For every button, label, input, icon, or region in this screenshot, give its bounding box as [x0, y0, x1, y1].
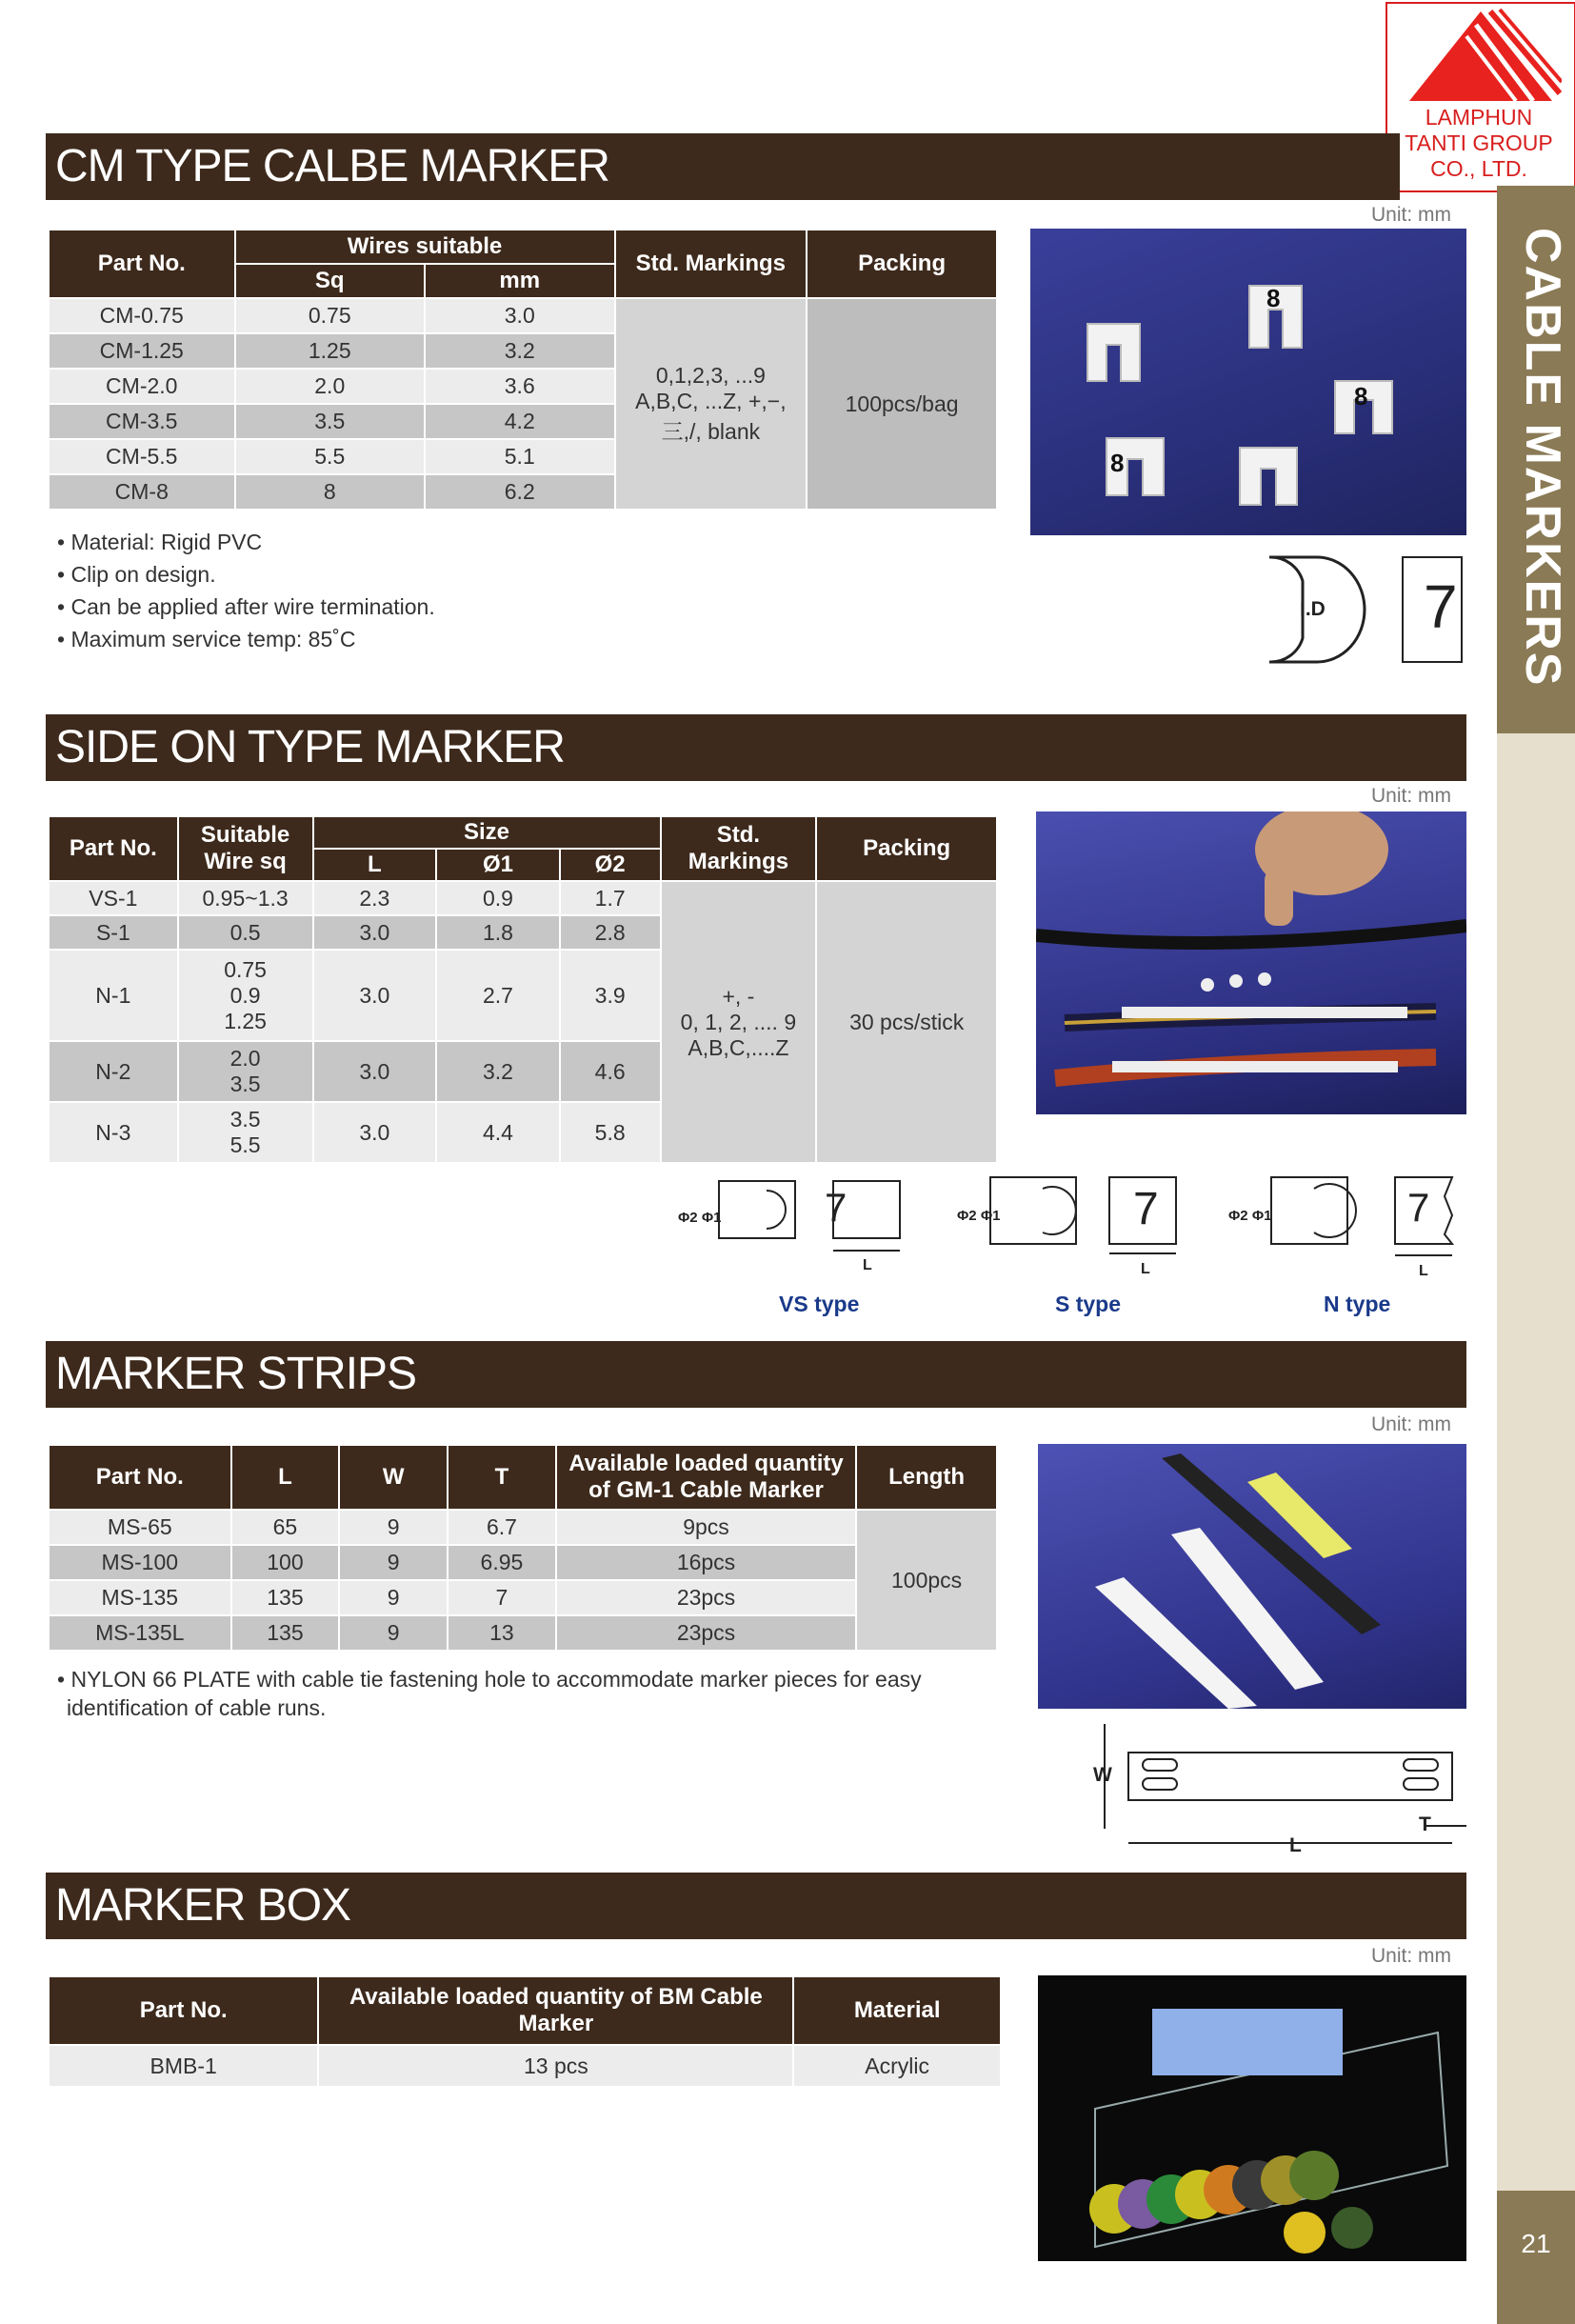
svg-text:8: 8: [1110, 449, 1125, 477]
s-type-label: S type: [1055, 1292, 1122, 1316]
col-wires-suitable: Wires suitable: [235, 230, 615, 264]
section-title-strips: MARKER STRIPS: [46, 1341, 1466, 1408]
vs-type-label: VS type: [779, 1292, 860, 1316]
cell-part: N-3: [49, 1102, 178, 1163]
cell-qty: 23pcs: [556, 1615, 856, 1651]
svg-text:8: 8: [1354, 382, 1368, 411]
sidebar-strip: [1497, 733, 1575, 2191]
cm-digit-sample: 7: [1424, 572, 1458, 641]
cell-l: 65: [231, 1510, 340, 1545]
cell-w: 9: [339, 1545, 448, 1580]
marking-line: 三,/, blank: [661, 418, 761, 444]
cell-part: N-1: [49, 950, 178, 1041]
cell-part: MS-135: [49, 1580, 231, 1615]
cell-part: CM-2.0: [49, 369, 235, 404]
cell-packing: 30 pcs/stick: [816, 881, 997, 1163]
list-item: • Can be applied after wire termination.: [57, 591, 435, 623]
svg-text:8: 8: [1266, 284, 1281, 312]
col-part-no: Part No.: [49, 230, 235, 298]
table-row: [49, 881, 997, 915]
list-item: • Material: Rigid PVC: [57, 526, 435, 558]
cell-packing: 100pcs/bag: [807, 298, 997, 510]
cell-d1: 2.7: [436, 950, 560, 1041]
cell-sq: 2.0: [235, 369, 426, 404]
cell-l: 100: [231, 1545, 340, 1580]
note-line: • NYLON 66 PLATE with cable tie fastening hole to accommodate marker pieces for easy: [57, 1667, 922, 1692]
marking-line: +, -: [722, 983, 755, 1009]
strips-note: [57, 1665, 922, 1722]
note-line: identification of cable runs.: [67, 1695, 327, 1720]
cell-mm: 3.2: [425, 333, 615, 369]
cell-std-markings: [661, 881, 817, 1163]
strips-dimension-diagram: [1086, 1719, 1476, 1862]
box-spec-table: [48, 1975, 1002, 2088]
table-row: [49, 1580, 997, 1615]
cell-length: 100pcs: [856, 1510, 997, 1651]
cell-part: CM-0.75: [49, 298, 235, 333]
col-part-no: Part No.: [49, 1445, 231, 1510]
cell-t: 13: [448, 1615, 556, 1651]
col-length: Length: [856, 1445, 997, 1510]
cell-l: 3.0: [313, 1041, 437, 1102]
table-row: [49, 1545, 997, 1580]
col-w: W: [339, 1445, 448, 1510]
s-phi-labels: Φ2 Φ1: [957, 1208, 1001, 1224]
logo-line-3: CO., LTD.: [1430, 156, 1527, 181]
cell-w: 9: [339, 1615, 448, 1651]
col-qty: Available loaded quantity of GM-1 Cable Marker: [556, 1445, 856, 1510]
strips-t-label: T: [1419, 1813, 1431, 1835]
strips-photo: [1038, 1444, 1466, 1709]
list-item: • Maximum service temp: 85˚C: [57, 623, 435, 655]
cell-mm: 3.6: [425, 369, 615, 404]
cell-part: CM-3.5: [49, 404, 235, 439]
cell-l: 135: [231, 1615, 340, 1651]
cm-marker-photo: [1030, 229, 1466, 535]
cell-mm: 4.2: [425, 404, 615, 439]
cell-wire: 3.5 5.5: [178, 1102, 313, 1163]
col-packing: Packing: [816, 816, 997, 881]
cell-part: CM-5.5: [49, 439, 235, 474]
table-row: [49, 298, 997, 333]
cell-part: CM-8: [49, 474, 235, 510]
n-l-label: L: [1419, 1263, 1428, 1279]
marking-line: A,B,C, ...Z, +,−,: [635, 388, 787, 413]
cell-w: 9: [339, 1580, 448, 1615]
cell-t: 6.95: [448, 1545, 556, 1580]
cell-qty: 23pcs: [556, 1580, 856, 1615]
cell-sq: 5.5: [235, 439, 426, 474]
col-std-markings: Std. Markings: [661, 816, 817, 881]
col-part-no: Part No.: [49, 1976, 318, 2045]
cell-mm: 3.0: [425, 298, 615, 333]
unit-label-box: Unit: mm: [1371, 1945, 1451, 1967]
cell-l: 135: [231, 1580, 340, 1615]
cell-mm: 5.1: [425, 439, 615, 474]
cell-sq: 3.5: [235, 404, 426, 439]
cell-t: 7: [448, 1580, 556, 1615]
cell-qty: 16pcs: [556, 1545, 856, 1580]
col-sq: Sq: [235, 264, 426, 298]
cell-l: 2.3: [313, 881, 437, 915]
side-marker-photo: [1036, 811, 1466, 1114]
cell-d1: 0.9: [436, 881, 560, 915]
id-label: I.D: [1300, 598, 1326, 620]
cell-l: 3.0: [313, 1102, 437, 1163]
marking-line: A,B,C,....Z: [688, 1034, 789, 1060]
cm-features-list: [57, 526, 435, 655]
table-row: [49, 2045, 1001, 2087]
s-l-label: L: [1141, 1261, 1150, 1277]
cell-qty: 9pcs: [556, 1510, 856, 1545]
n-type-label: N type: [1324, 1292, 1391, 1316]
cell-part: N-2: [49, 1041, 178, 1102]
vs-digit-sample: 7: [825, 1185, 847, 1230]
cell-part: MS-65: [49, 1510, 231, 1545]
cm-spec-table: [48, 229, 998, 511]
col-d1: Ø1: [436, 849, 560, 881]
cell-sq: 0.75: [235, 298, 426, 333]
cm-clips-illustration: [1030, 229, 1466, 535]
marking-line: 0, 1, 2, .... 9: [680, 1009, 797, 1034]
unit-label-strips: Unit: mm: [1371, 1413, 1451, 1435]
vs-l-label: L: [863, 1257, 872, 1273]
col-l: L: [313, 849, 437, 881]
cell-sq: 1.25: [235, 333, 426, 369]
table-row: [49, 1510, 997, 1545]
col-wire-sq: Suitable Wire sq: [178, 816, 313, 881]
cell-wire: 0.75 0.9 1.25: [178, 950, 313, 1041]
section-title-side: SIDE ON TYPE MARKER: [46, 714, 1466, 781]
cell-material: Acrylic: [793, 2045, 1001, 2087]
cell-part: MS-135L: [49, 1615, 231, 1651]
cell-t: 6.7: [448, 1510, 556, 1545]
cell-wire: 2.0 3.5: [178, 1041, 313, 1102]
marker-box-illustration: [1038, 1975, 1466, 2261]
strips-illustration: [1038, 1444, 1466, 1709]
section-title-cm: CM TYPE CALBE MARKER: [46, 133, 1400, 200]
strips-l-label: L: [1289, 1834, 1302, 1856]
vs-phi-labels: Φ2 Φ1: [678, 1210, 722, 1226]
cell-l: 3.0: [313, 915, 437, 950]
cell-sq: 8: [235, 474, 426, 510]
side-type-diagrams: [676, 1170, 1476, 1284]
n-digit-sample: 7: [1407, 1185, 1430, 1230]
cell-wire: 0.5: [178, 915, 313, 950]
logo-triangle-icon: [1400, 8, 1562, 103]
cell-part: MS-100: [49, 1545, 231, 1580]
col-qty: Available loaded quantity of BM Cable Marker: [318, 1976, 793, 2045]
cell-d1: 1.8: [436, 915, 560, 950]
col-material: Material: [793, 1976, 1001, 2045]
list-item: • Clip on design.: [57, 558, 435, 591]
cell-d1: 3.2: [436, 1041, 560, 1102]
unit-label-cm: Unit: mm: [1371, 204, 1451, 226]
cell-d1: 4.4: [436, 1102, 560, 1163]
cell-d2: 4.6: [560, 1041, 661, 1102]
marking-line: 0,1,2,3, ...9: [655, 362, 766, 388]
side-spec-table: [48, 815, 998, 1164]
n-phi-labels: Φ2 Φ1: [1228, 1208, 1272, 1224]
table-row: [49, 1615, 997, 1651]
cell-wire: 0.95~1.3: [178, 881, 313, 915]
box-photo: [1038, 1975, 1466, 2261]
cell-mm: 6.2: [425, 474, 615, 510]
cell-d2: 1.7: [560, 881, 661, 915]
page-number: 21: [1521, 2229, 1551, 2258]
strips-spec-table: [48, 1444, 998, 1652]
col-packing: Packing: [807, 230, 997, 298]
cell-part: BMB-1: [49, 2045, 318, 2087]
col-size: Size: [313, 816, 661, 849]
cell-l: 3.0: [313, 950, 437, 1041]
col-l: L: [231, 1445, 340, 1510]
cell-d2: 3.9: [560, 950, 661, 1041]
col-std-markings: Std. Markings: [615, 230, 807, 298]
sidebar-title: CABLE MARKERS: [1515, 227, 1570, 688]
cell-std-markings: [615, 298, 807, 510]
logo-line-2: TANTI GROUP: [1405, 130, 1553, 155]
col-t: T: [448, 1445, 556, 1510]
cell-part: S-1: [49, 915, 178, 950]
s-digit-sample: 7: [1133, 1184, 1159, 1234]
cell-part: CM-1.25: [49, 333, 235, 369]
cell-w: 9: [339, 1510, 448, 1545]
col-mm: mm: [425, 264, 615, 298]
cell-d2: 5.8: [560, 1102, 661, 1163]
side-markers-illustration: [1036, 811, 1466, 1114]
logo-line-1: LAMPHUN: [1425, 105, 1533, 130]
section-title-box: MARKER BOX: [46, 1873, 1466, 1939]
unit-label-side: Unit: mm: [1371, 785, 1451, 807]
cell-d2: 2.8: [560, 915, 661, 950]
cell-qty: 13 pcs: [318, 2045, 793, 2087]
cell-part: VS-1: [49, 881, 178, 915]
col-part-no: Part No.: [49, 816, 178, 881]
col-d2: Ø2: [560, 849, 661, 881]
strips-w-label: W: [1093, 1764, 1112, 1786]
